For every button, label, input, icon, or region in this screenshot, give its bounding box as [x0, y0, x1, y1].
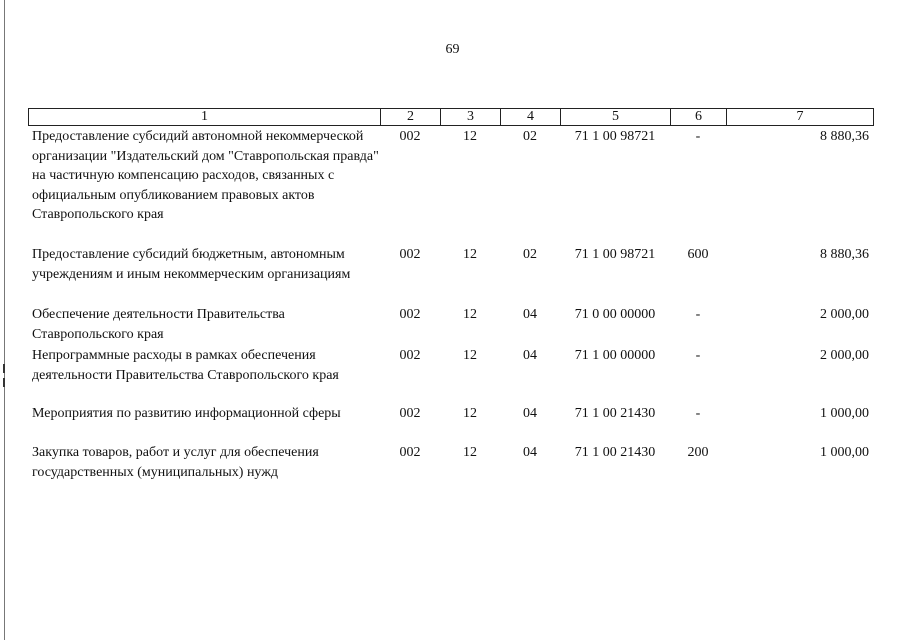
header-cell-4: 4	[501, 109, 561, 126]
header-cell-7: 7	[727, 109, 874, 126]
expense-type-code: -	[695, 348, 701, 363]
header-cell-2: 2	[381, 109, 441, 126]
section-code: 12	[463, 406, 477, 421]
column-number-header	[28, 108, 874, 126]
row-description: Предоставление субсидий бюджетным, автономным учреждениям и иным некоммерческим организациям	[32, 247, 351, 282]
target-article-code: 71 1 00 98721	[574, 247, 656, 262]
row-description: Непрограммные расходы в рамках обеспечения деятельности Правительства Ставропольского края	[32, 348, 339, 383]
margin-mark	[3, 378, 5, 387]
target-article-code: 71 1 00 98721	[574, 129, 656, 144]
margin-mark	[3, 364, 5, 373]
subsection-code: 04	[523, 406, 537, 421]
ministry-code: 002	[399, 445, 421, 460]
amount: 2 000,00	[820, 307, 869, 322]
section-code: 12	[463, 445, 477, 460]
amount: 8 880,36	[820, 247, 869, 262]
subsection-code: 02	[523, 129, 537, 144]
target-article-code: 71 1 00 00000	[574, 348, 656, 363]
ministry-code: 002	[399, 307, 421, 322]
section-code: 12	[463, 247, 477, 262]
ministry-code: 002	[399, 247, 421, 262]
ministry-code: 002	[399, 348, 421, 363]
header-cell-1: 1	[29, 109, 381, 126]
target-article-code: 71 1 00 21430	[574, 406, 656, 421]
row-description: Предоставление субсидий автономной некоммерческой организации "Издательский дом "Ставропольская правда" на частичную компенсацию расходов, связанных с официальным опубликованием правовых актов Ставропольского края	[32, 129, 379, 222]
expense-type-code: -	[695, 406, 701, 421]
expense-type-code: 200	[687, 445, 709, 460]
target-article-code: 71 0 00 00000	[574, 307, 656, 322]
row-description: Мероприятия по развитию информационной сферы	[32, 406, 341, 421]
amount: 2 000,00	[820, 348, 869, 363]
subsection-code: 04	[523, 348, 537, 363]
subsection-code: 04	[523, 307, 537, 322]
amount: 8 880,36	[820, 129, 869, 144]
amount: 1 000,00	[820, 406, 869, 421]
subsection-code: 04	[523, 445, 537, 460]
row-description: Обеспечение деятельности Правительства Ставропольского края	[32, 307, 285, 342]
subsection-code: 02	[523, 247, 537, 262]
header-row	[29, 109, 874, 126]
expense-type-code: -	[695, 129, 701, 144]
section-code: 12	[463, 129, 477, 144]
header-cell-5: 5	[561, 109, 671, 126]
ministry-code: 002	[399, 406, 421, 421]
ministry-code: 002	[399, 129, 421, 144]
section-code: 12	[463, 348, 477, 363]
section-code: 12	[463, 307, 477, 322]
expense-type-code: 600	[687, 247, 709, 262]
amount: 1 000,00	[820, 445, 869, 460]
header-cell-6: 6	[671, 109, 727, 126]
row-description: Закупка товаров, работ и услуг для обеспечения государственных (муниципальных) нужд	[32, 445, 319, 480]
page-number: 69	[445, 42, 460, 57]
header-cell-3: 3	[441, 109, 501, 126]
expense-type-code: -	[695, 307, 701, 322]
target-article-code: 71 1 00 21430	[574, 445, 656, 460]
left-margin-line	[4, 0, 5, 640]
